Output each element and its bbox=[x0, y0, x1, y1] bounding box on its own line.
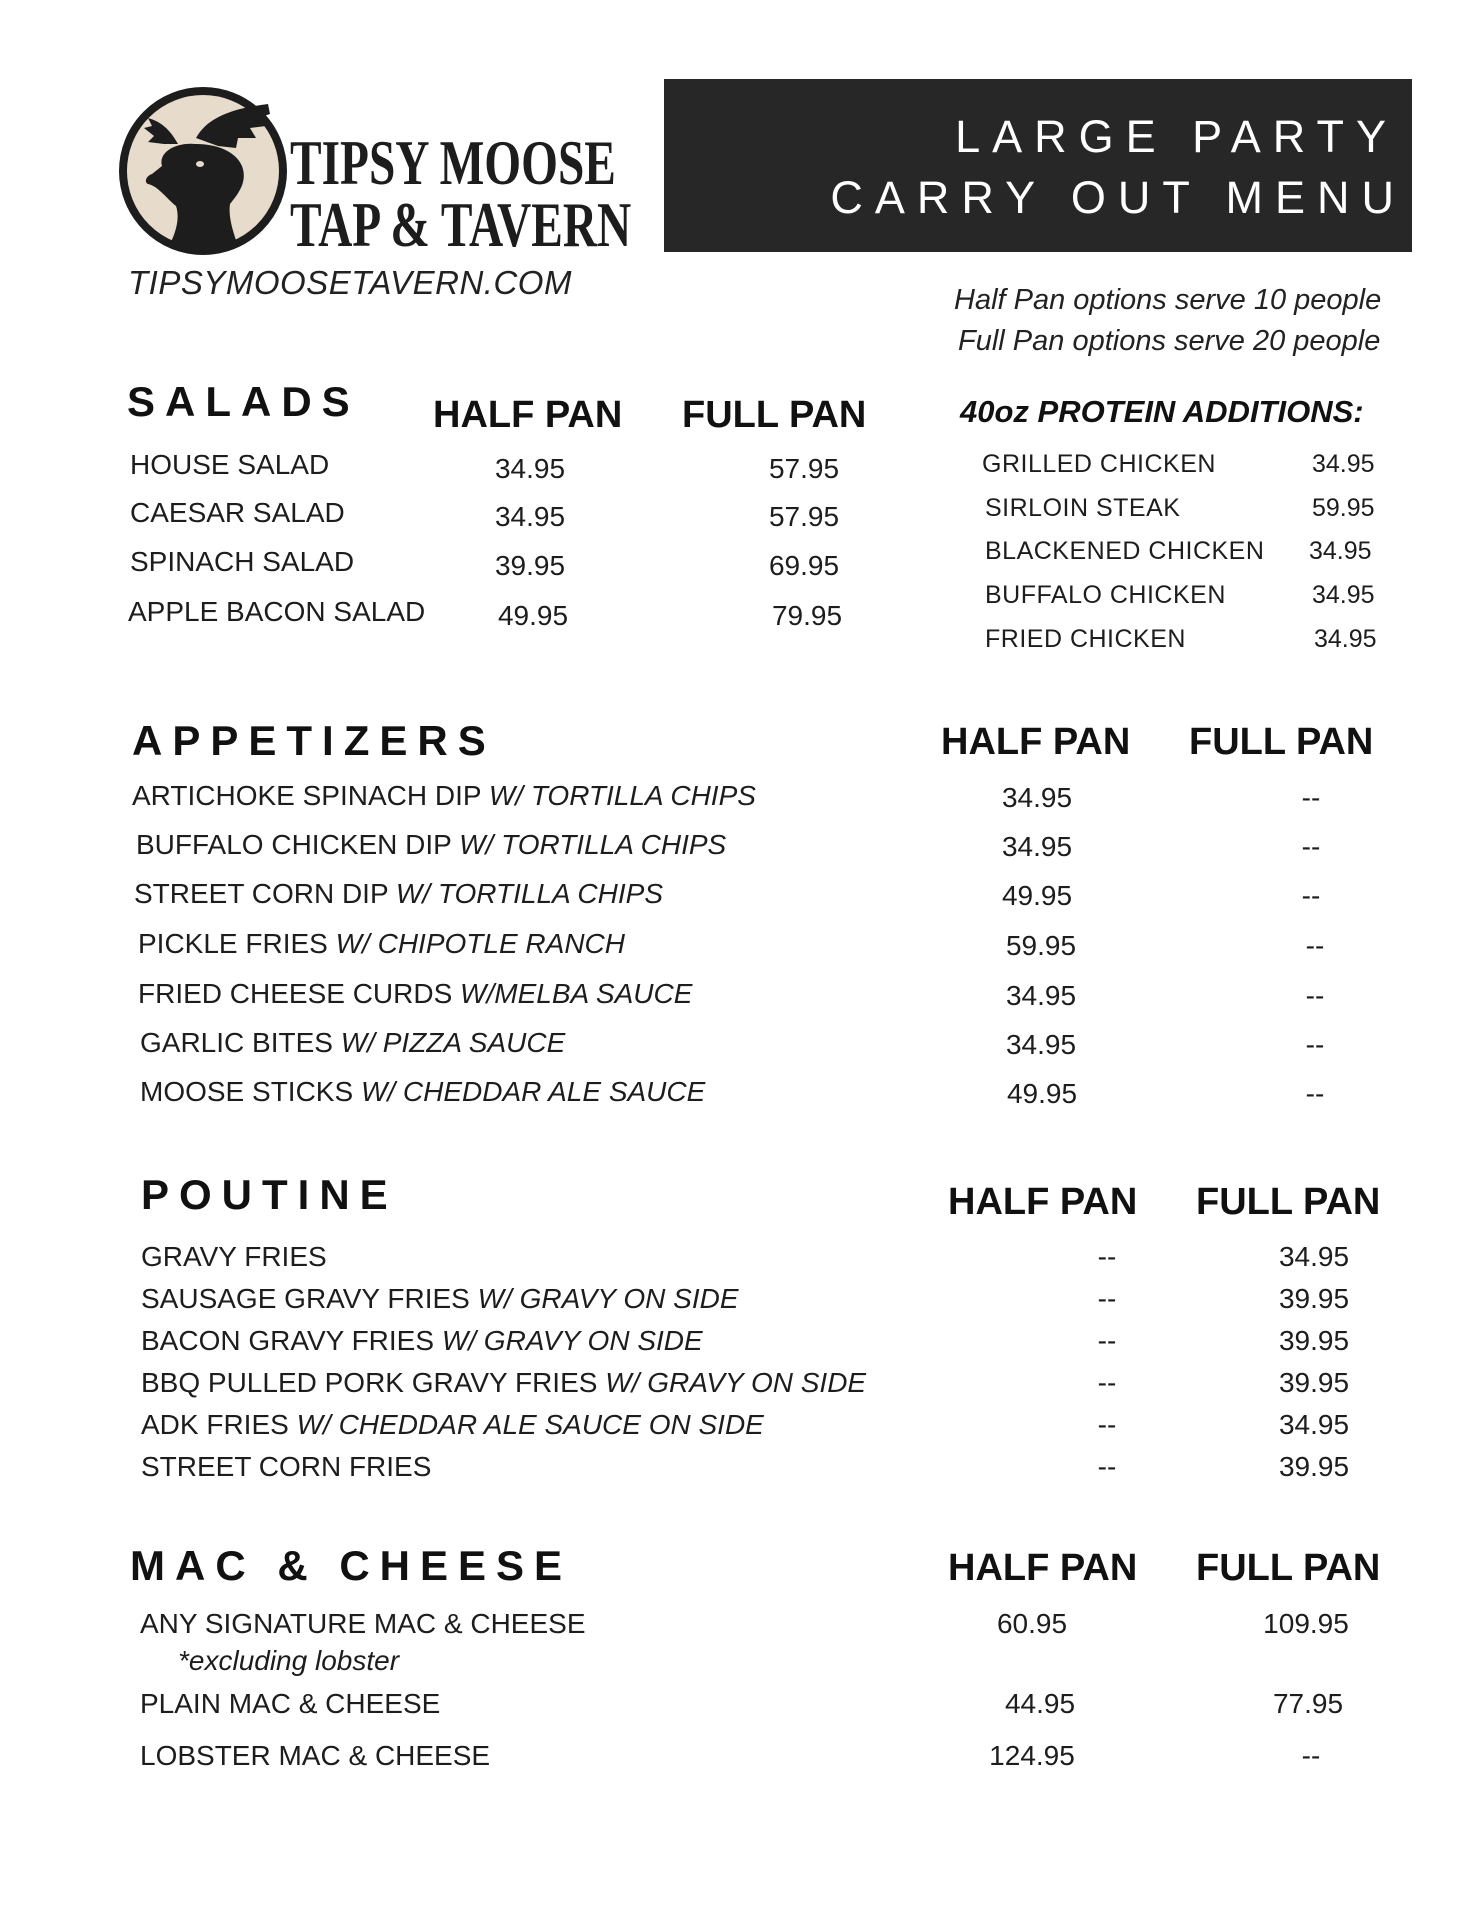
poutine-item bbox=[141, 1241, 327, 1273]
mac-item-half-price: 124.95 bbox=[989, 1740, 1075, 1771]
poutine-item-name: ADK FRIES bbox=[141, 1409, 289, 1440]
appetizer-item bbox=[132, 780, 756, 812]
poutine-item-note: W/ GRAVY ON SIDE bbox=[477, 1283, 739, 1314]
poutine-item bbox=[141, 1451, 431, 1483]
appetizer-item bbox=[136, 829, 726, 861]
protein-item-price: 34.95 bbox=[1314, 625, 1377, 653]
protein-item-name: GRILLED CHICKEN bbox=[982, 450, 1216, 478]
mac-item-name: LOBSTER MAC & CHEESE bbox=[140, 1740, 491, 1771]
appetizer-item-full-price: -- bbox=[1305, 930, 1325, 961]
appetizer-item-full-price: -- bbox=[1305, 1078, 1325, 1109]
poutine-item bbox=[141, 1325, 703, 1357]
appetizer-item-half-price: 49.95 bbox=[1006, 1078, 1078, 1109]
logo bbox=[118, 80, 632, 260]
moose-logo-icon bbox=[118, 86, 288, 256]
appetizer-item-note: W/ CHEDDAR ALE SAUCE bbox=[360, 1076, 706, 1107]
appetizer-item-name: FRIED CHEESE CURDS bbox=[138, 978, 453, 1009]
poutine-item-half-price: -- bbox=[1097, 1325, 1117, 1356]
salads-half-pan-heading: HALF PAN bbox=[433, 394, 623, 436]
appetizer-item-full-price: -- bbox=[1301, 831, 1321, 862]
protein-item-price: 34.95 bbox=[1312, 581, 1375, 609]
poutine-item-half-price: -- bbox=[1097, 1451, 1117, 1482]
mac-item-full-price: 77.95 bbox=[1272, 1688, 1344, 1719]
poutine-item-half-price: -- bbox=[1097, 1283, 1117, 1314]
poutine-item-half-price: -- bbox=[1097, 1241, 1117, 1272]
salad-item-full-price: 69.95 bbox=[768, 550, 840, 581]
appetizer-item-note: W/ PIZZA SAUCE bbox=[340, 1027, 566, 1058]
section-title-salads: SALADS bbox=[127, 378, 360, 425]
mac-item-full-price: 109.95 bbox=[1263, 1608, 1349, 1639]
section-title-poutine: POUTINE bbox=[141, 1171, 398, 1218]
poutine-item-name: BBQ PULLED PORK GRAVY FRIES bbox=[141, 1367, 598, 1398]
mac-item-name: PLAIN MAC & CHEESE bbox=[140, 1688, 441, 1719]
appetizers-half-pan-heading: HALF PAN bbox=[941, 721, 1131, 763]
mac-item-half-price: 60.95 bbox=[996, 1608, 1068, 1639]
salad-item-name: CAESAR SALAD bbox=[130, 497, 345, 528]
appetizer-item-note: W/ CHIPOTLE RANCH bbox=[335, 928, 625, 959]
poutine-item-full-price: 34.95 bbox=[1278, 1241, 1350, 1272]
website-link[interactable]: TIPSYMOOSETAVERN.COM bbox=[128, 264, 572, 301]
half-pan-serving-note: Half Pan options serve 10 people bbox=[954, 284, 1382, 316]
appetizer-item-half-price: 59.95 bbox=[1005, 930, 1077, 961]
appetizer-item-full-price: -- bbox=[1305, 1029, 1325, 1060]
salad-item-full-price: 57.95 bbox=[768, 453, 840, 484]
protein-item-name: BUFFALO CHICKEN bbox=[985, 581, 1226, 609]
section-title-appetizers: APPETIZERS bbox=[132, 717, 496, 764]
title-banner bbox=[664, 79, 1412, 252]
appetizer-item-name: MOOSE STICKS bbox=[140, 1076, 354, 1107]
poutine-item-name: SAUSAGE GRAVY FRIES bbox=[141, 1283, 470, 1314]
protein-item-price: 34.95 bbox=[1309, 537, 1372, 565]
protein-item-name: SIRLOIN STEAK bbox=[985, 494, 1181, 522]
salad-item-half-price: 39.95 bbox=[494, 550, 566, 581]
lobster-exclusion-note: *excluding lobster bbox=[178, 1645, 400, 1676]
appetizer-item-note: W/ TORTILLA CHIPS bbox=[459, 829, 727, 860]
salad-item-name: HOUSE SALAD bbox=[130, 449, 330, 480]
poutine-full-pan-heading: FULL PAN bbox=[1196, 1181, 1381, 1223]
appetizer-item-name: ARTICHOKE SPINACH DIP bbox=[132, 780, 482, 811]
appetizer-item-half-price: 34.95 bbox=[1005, 980, 1077, 1011]
poutine-item-half-price: -- bbox=[1097, 1409, 1117, 1440]
appetizer-item bbox=[140, 1076, 705, 1108]
appetizer-item-full-price: -- bbox=[1301, 880, 1321, 911]
appetizer-item-name: BUFFALO CHICKEN DIP bbox=[136, 829, 452, 860]
appetizer-item bbox=[134, 878, 663, 910]
logo-line2: TAP & TAVERN bbox=[290, 189, 632, 260]
poutine-item-name: GRAVY FRIES bbox=[141, 1241, 327, 1272]
appetizer-item-note: W/ TORTILLA CHIPS bbox=[488, 780, 756, 811]
poutine-item bbox=[141, 1367, 866, 1399]
poutine-item-note: W/ GRAVY ON SIDE bbox=[605, 1367, 867, 1398]
appetizer-item-full-price: -- bbox=[1301, 782, 1321, 813]
protein-item-price: 34.95 bbox=[1312, 450, 1375, 478]
poutine-item-full-price: 39.95 bbox=[1278, 1367, 1350, 1398]
salads-full-pan-heading: FULL PAN bbox=[682, 394, 867, 436]
poutine-item-full-price: 39.95 bbox=[1278, 1325, 1350, 1356]
appetizer-item-name: PICKLE FRIES bbox=[138, 928, 328, 959]
salad-item-name: APPLE BACON SALAD bbox=[128, 596, 426, 627]
appetizer-item bbox=[140, 1027, 565, 1059]
salad-item-full-price: 57.95 bbox=[768, 501, 840, 532]
poutine-item-name: STREET CORN FRIES bbox=[141, 1451, 432, 1482]
appetizer-item-note: W/ TORTILLA CHIPS bbox=[395, 878, 663, 909]
title-line2: CARRY OUT MENU bbox=[830, 172, 1406, 223]
appetizer-item bbox=[138, 928, 625, 960]
mac-item-full-price: -- bbox=[1301, 1740, 1321, 1771]
appetizer-item-name: STREET CORN DIP bbox=[134, 878, 389, 909]
poutine-item bbox=[141, 1409, 764, 1441]
section-title-mac-and-cheese: MAC & CHEESE bbox=[130, 1542, 573, 1589]
poutine-item-note: W/ GRAVY ON SIDE bbox=[441, 1325, 703, 1356]
appetizers-full-pan-heading: FULL PAN bbox=[1189, 721, 1374, 763]
salad-item-name: SPINACH SALAD bbox=[130, 546, 355, 577]
appetizer-item-full-price: -- bbox=[1305, 980, 1325, 1011]
full-pan-serving-note: Full Pan options serve 20 people bbox=[958, 325, 1381, 357]
poutine-item-full-price: 39.95 bbox=[1278, 1451, 1350, 1482]
protein-item-name: BLACKENED CHICKEN bbox=[985, 537, 1265, 565]
appetizer-item-half-price: 34.95 bbox=[1001, 831, 1073, 862]
appetizer-item-half-price: 34.95 bbox=[1001, 782, 1073, 813]
logo-line1: TIPSY MOOSE bbox=[290, 127, 616, 198]
mac-full-pan-heading: FULL PAN bbox=[1196, 1547, 1381, 1589]
poutine-item-note: W/ CHEDDAR ALE SAUCE ON SIDE bbox=[296, 1409, 764, 1440]
mac-half-pan-heading: HALF PAN bbox=[948, 1547, 1138, 1589]
protein-item-name: FRIED CHICKEN bbox=[985, 625, 1186, 653]
poutine-item-name: BACON GRAVY FRIES bbox=[141, 1325, 435, 1356]
salad-item-half-price: 34.95 bbox=[494, 453, 566, 484]
poutine-item-half-price: -- bbox=[1097, 1367, 1117, 1398]
salad-item-half-price: 49.95 bbox=[497, 600, 569, 631]
title-line1: LARGE PARTY bbox=[955, 111, 1398, 162]
appetizer-item-half-price: 49.95 bbox=[1001, 880, 1073, 911]
salad-item-full-price: 79.95 bbox=[771, 600, 843, 631]
mac-item-name: ANY SIGNATURE MAC & CHEESE bbox=[140, 1608, 586, 1639]
appetizer-item-half-price: 34.95 bbox=[1005, 1029, 1077, 1060]
salad-item-half-price: 34.95 bbox=[494, 501, 566, 532]
poutine-item-full-price: 34.95 bbox=[1278, 1409, 1350, 1440]
poutine-item-full-price: 39.95 bbox=[1278, 1283, 1350, 1314]
appetizer-item bbox=[138, 978, 692, 1010]
appetizer-item-name: GARLIC BITES bbox=[140, 1027, 333, 1058]
protein-item-price: 59.95 bbox=[1312, 494, 1375, 522]
protein-additions-title: 40oz PROTEIN ADDITIONS: bbox=[960, 394, 1364, 429]
poutine-half-pan-heading: HALF PAN bbox=[948, 1181, 1138, 1223]
appetizer-item-note: W/MELBA SAUCE bbox=[460, 978, 693, 1009]
poutine-item bbox=[141, 1283, 739, 1315]
mac-item-half-price: 44.95 bbox=[1004, 1688, 1076, 1719]
